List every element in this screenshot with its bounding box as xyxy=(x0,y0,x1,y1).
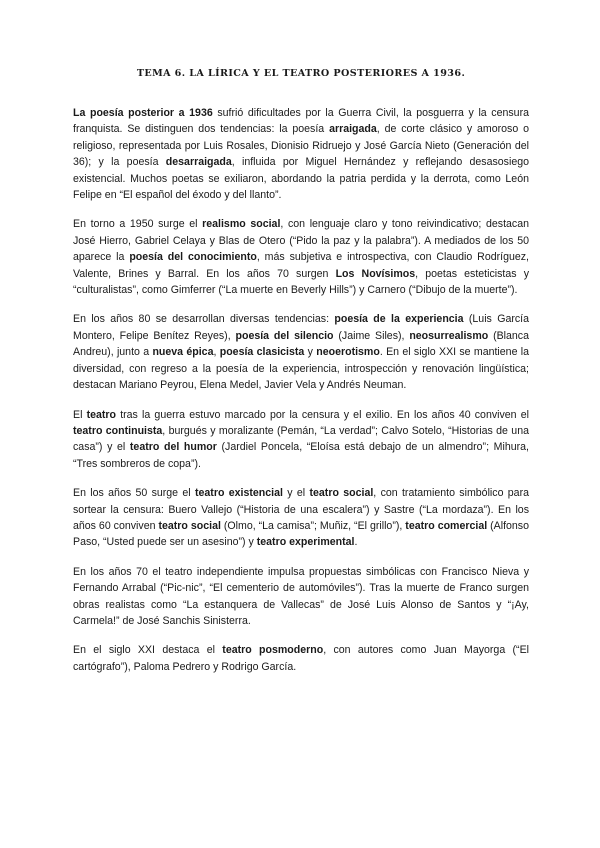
text-run: y el xyxy=(282,487,310,500)
text-run: . xyxy=(354,536,358,549)
text-run: (Blanca Andreu), junto a xyxy=(73,329,529,359)
bold-term: poesía de la experiencia xyxy=(334,313,464,326)
text-run: (Jaime Siles), xyxy=(333,329,410,342)
text-run: , burgués y moralizante (Pemán, “La verdad”; Calvo Sotelo, “Historias de una casa”) y el xyxy=(73,424,529,454)
paragraph xyxy=(73,407,529,473)
bold-term: realismo social xyxy=(202,218,281,231)
bold-term: nueva épica xyxy=(152,346,214,359)
document-title: TEMA 6. LA LÍRICA Y EL TEATRO POSTERIORES A 1936. xyxy=(136,68,466,79)
bold-term: Los Novísimos xyxy=(335,267,416,280)
text-run: En los años 50 surge el xyxy=(73,487,195,500)
bold-term: arraigada xyxy=(329,123,377,136)
paragraph xyxy=(73,642,529,675)
text-run: En el siglo XXI destaca el xyxy=(73,644,223,657)
bold-term: teatro existencial xyxy=(195,487,283,500)
text-run: , con tratamiento simbólico para sortear la censura: Buero Vallejo (“Historia de una escalera”) y Sastre (“La mordaza”). En los años 60 conviven xyxy=(73,487,529,532)
text-run: (Jardiel Poncela, “Eloísa está debajo de un almendro”; Mihura, “Tres sombreros de copa”). xyxy=(73,441,529,470)
bold-term: teatro experimental xyxy=(256,536,355,549)
bold-term: neoerotismo xyxy=(316,346,380,359)
bold-term: poesía del conocimiento xyxy=(129,251,257,264)
bold-term: teatro posmoderno xyxy=(222,644,324,657)
text-run: , más subjetiva e introspectiva, con Claudio Rodríguez, Valente, Brines y Barral. En los años 70 surgen xyxy=(73,251,529,280)
bold-term: teatro del humor xyxy=(129,441,217,454)
text-run: sufrió dificultades por la Guerra Civil, la posguerra y la censura franquista. Se distinguen dos tendencias: la poesía xyxy=(73,107,529,136)
text-run: tras la guerra estuvo marcado por la censura y el exilio. En los años 40 conviven el xyxy=(116,408,529,421)
text-run: En los años 80 se desarrollan diversas tendencias: xyxy=(73,313,335,326)
paragraph xyxy=(73,311,529,393)
text-run: En torno a 1950 surge el xyxy=(73,218,203,231)
document-page xyxy=(73,68,529,688)
text-run: , con autores como Juan Mayorga (“El cartógrafo”), Paloma Pedrero y Rodrigo García. xyxy=(73,644,530,673)
bold-term: teatro comercial xyxy=(405,519,488,532)
text-run: En los años 70 el teatro independiente impulsa propuestas simbólicas con Francisco Nieva y Fernando Arrabal (“Pic-nic”, “El cementerio de automóviles”). Tras la muerte de Franco surgen obras realistas como “La estanquera de Vallecas” de José Luis Alonso de Santos y “¡Ay, Carmela!” de José Sanchis Sinisterra. xyxy=(73,565,529,627)
paragraph xyxy=(73,485,529,551)
bold-term: poesía del silencio xyxy=(235,329,334,342)
text-run: , con lenguaje claro y tono reivindicativo; destacan José Hierro, Gabriel Celaya y Blas de Otero (“Pido la paz y la palabra”). A mediados de los 50 aparece la xyxy=(73,218,529,264)
text-run: , poetas esteticistas y “culturalistas”, como Gimferrer (“La muerte en Beverly Hills”) y Carnero (“Dibujo de la muerte”). xyxy=(73,267,530,297)
text-run: (Luis García Montero, Felipe Benítez Reyes), xyxy=(73,313,530,342)
bold-term: desarraigada xyxy=(165,156,232,169)
bold-term: neosurrealismo xyxy=(409,329,489,342)
bold-term: teatro social xyxy=(309,487,374,500)
bold-term: poesía clasicista xyxy=(219,346,305,359)
text-run: y xyxy=(304,346,317,359)
text-run: . En el siglo XXI se mantiene la diversidad, con regreso a la poesía de la experiencia, introspección y renovación lingüística; destacan Mariano Peyrou, Elena Medel, Javier Vela y Andrés Neuman. xyxy=(73,346,530,392)
paragraph xyxy=(73,564,529,630)
text-run: , xyxy=(213,346,220,359)
text-run: , de corte clásico y amoroso o religioso, representada por Luis Rosales, Dionisio Ridruejo y José García Nieto (Generación del 36); y la poesía xyxy=(73,123,529,169)
paragraph xyxy=(73,105,529,203)
text-run: (Olmo, “La camisa”; Muñiz, “El grillo”), xyxy=(220,519,406,532)
bold-term: teatro xyxy=(86,408,117,421)
bold-term: La poesía posterior a 1936 xyxy=(73,107,213,119)
bold-term: teatro social xyxy=(158,519,221,532)
text-run: , influida por Miguel Hernández y reflejando desasosiego existencial. Muchos poetas se exiliaron, abordando la patria perdida y la derrota, como León Felipe en “El español del éxodo y del llanto”. xyxy=(73,156,529,202)
document-body xyxy=(73,105,529,675)
text-run: (Alfonso Paso, “Usted puede ser un asesino”) y xyxy=(73,519,529,549)
text-run: El xyxy=(73,408,87,421)
bold-term: teatro continuista xyxy=(73,424,163,437)
paragraph xyxy=(73,216,529,298)
